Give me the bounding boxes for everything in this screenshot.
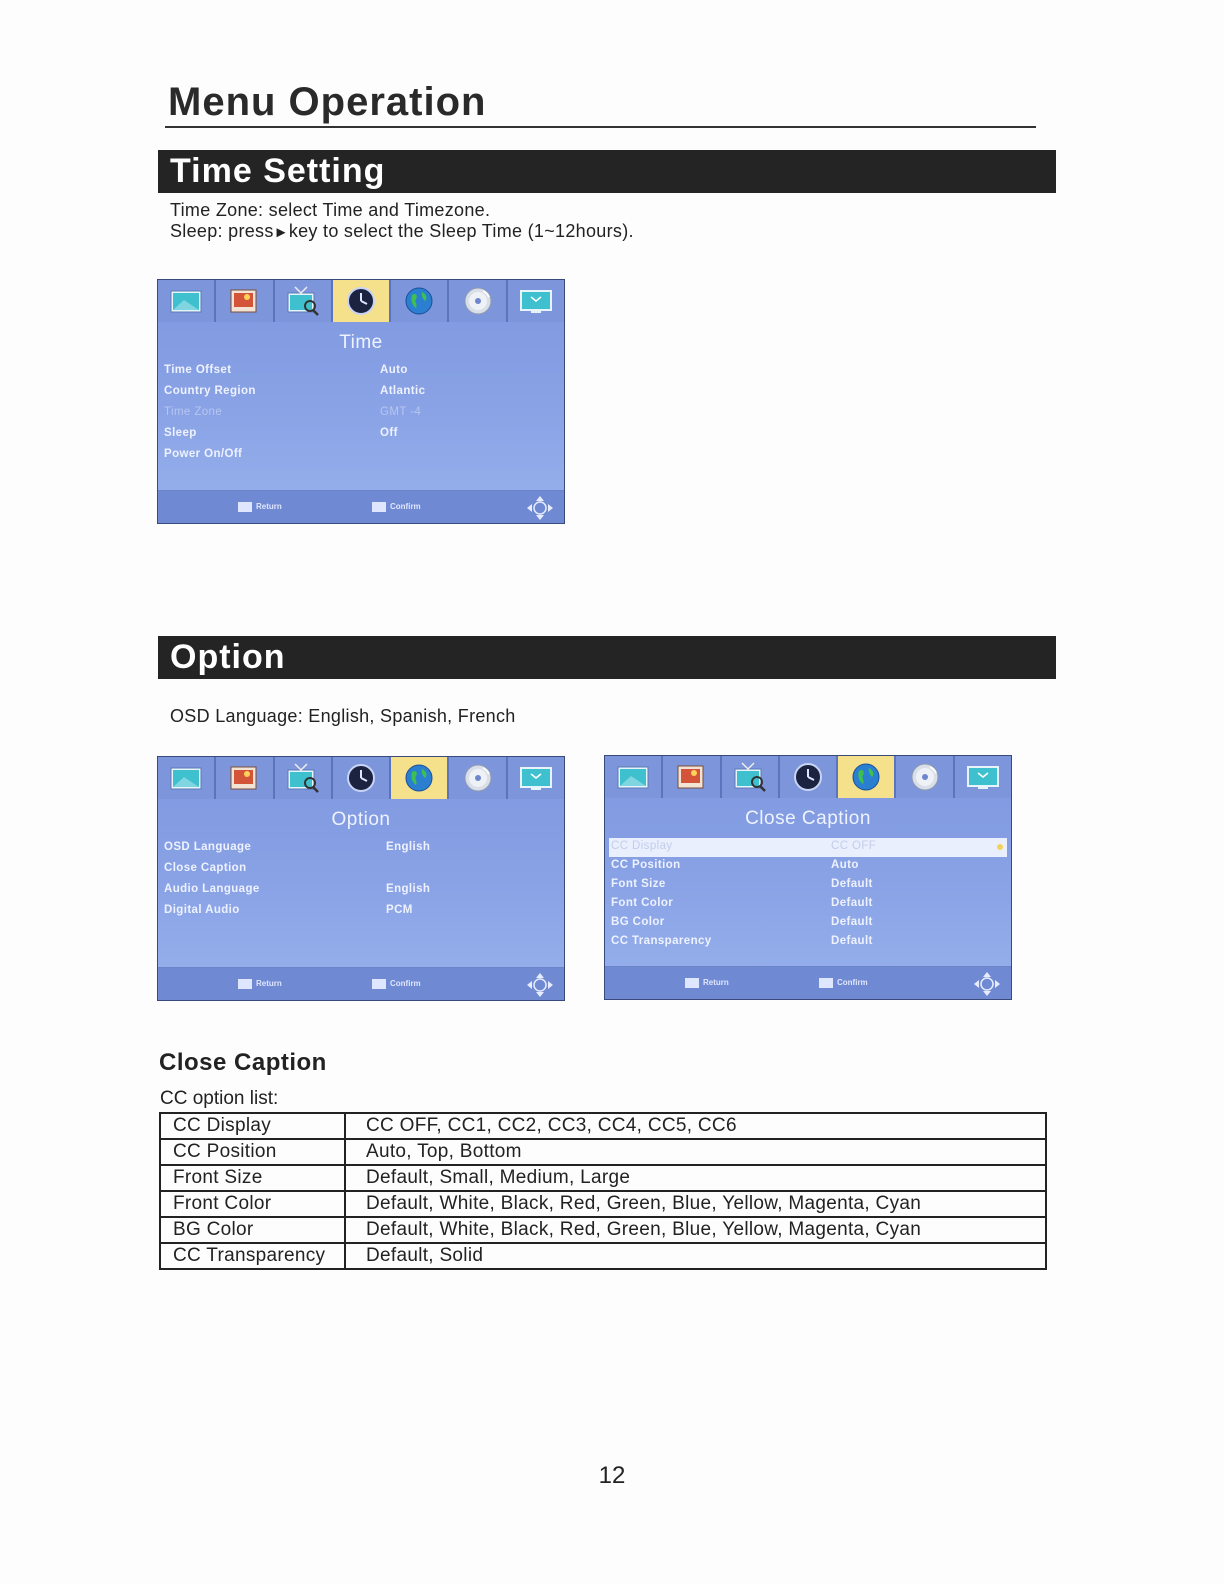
osd-row-label: Font Color <box>611 897 674 909</box>
cc-option-values: CC OFF, CC1, CC2, CC3, CC4, CC5, CC6 <box>345 1113 1046 1139</box>
time-setting-description <box>170 200 634 243</box>
globe-icon <box>391 757 449 799</box>
cc-option-name: BG Color <box>160 1217 345 1243</box>
osd-row-label: OSD Language <box>164 841 252 853</box>
osd-footer <box>158 490 564 523</box>
tv-channel-icon <box>722 756 780 798</box>
osd-menu-row <box>162 404 560 423</box>
ok-key-icon <box>372 979 386 989</box>
cc-option-name: CC Transparency <box>160 1243 345 1269</box>
tv-channel-icon <box>275 757 333 799</box>
screen-icon <box>508 757 564 799</box>
osd-menu-row <box>609 857 1007 876</box>
photo-icon <box>663 756 721 798</box>
clock-icon <box>780 756 838 798</box>
disc-icon <box>896 756 954 798</box>
osd-return-hint: Return <box>685 978 729 988</box>
osd-menu-row <box>609 914 1007 933</box>
osd-menu-tab-bar <box>158 757 564 799</box>
navigation-arrows-icon <box>526 972 554 1001</box>
osd-menu-tab-bar <box>158 280 564 322</box>
osd-menu-row <box>162 881 560 900</box>
screen-icon <box>508 280 564 322</box>
cc-option-values: Default, Solid <box>345 1243 1046 1269</box>
time-setting-heading: Time Setting <box>158 150 1056 193</box>
table-row <box>160 1217 1046 1243</box>
osd-menu-row <box>162 446 560 465</box>
osd-menu-title: Time <box>339 332 383 353</box>
cc-option-values: Default, Small, Medium, Large <box>345 1165 1046 1191</box>
exit-key-icon <box>238 979 252 989</box>
osd-row-label: Close Caption <box>164 862 247 874</box>
screen-icon <box>955 756 1011 798</box>
cc-option-name: CC Position <box>160 1139 345 1165</box>
osd-return-hint: Return <box>238 502 282 512</box>
osd-language-text: OSD Language: English, Spanish, French <box>170 706 516 726</box>
osd-row-label: CC Position <box>611 859 681 871</box>
osd-row-value: Default <box>831 897 873 909</box>
osd-menu-row <box>162 860 560 879</box>
cc-option-name: Front Color <box>160 1191 345 1217</box>
time-zone-text: Time Zone: select Time and Timezone. <box>170 200 491 220</box>
osd-menu-row <box>609 876 1007 895</box>
option-menu-screenshot <box>157 756 565 1001</box>
option-heading: Option <box>158 636 1056 679</box>
osd-row-value: Atlantic <box>380 385 426 397</box>
osd-row-value: Default <box>831 878 873 890</box>
exit-key-icon <box>685 978 699 988</box>
globe-icon <box>391 280 449 322</box>
cc-option-list-label: CC option list: <box>160 1088 279 1109</box>
osd-confirm-hint: Confirm <box>372 979 421 989</box>
osd-menu-title: Option <box>331 809 391 830</box>
osd-row-label: Power On/Off <box>164 448 243 460</box>
osd-row-label: CC Display <box>611 840 673 852</box>
navigation-arrows-icon <box>526 495 554 524</box>
navigation-arrows-icon <box>973 971 1001 1000</box>
osd-row-value: Default <box>831 935 873 947</box>
osd-menu-row <box>609 933 1007 952</box>
table-row <box>160 1191 1046 1217</box>
play-arrow-icon: ► <box>273 224 289 241</box>
osd-footer <box>158 967 564 1000</box>
exit-key-icon <box>238 502 252 512</box>
osd-menu-row <box>162 839 560 858</box>
table-row <box>160 1165 1046 1191</box>
clock-icon <box>333 757 391 799</box>
picture-icon <box>605 756 663 798</box>
cc-option-values: Auto, Top, Bottom <box>345 1139 1046 1165</box>
osd-row-value: English <box>386 841 431 853</box>
osd-row-value: Auto <box>380 364 408 376</box>
tv-channel-icon <box>275 280 333 322</box>
osd-row-value: CC OFF <box>831 840 877 852</box>
picture-icon <box>158 280 216 322</box>
osd-row-value: Off <box>380 427 398 439</box>
osd-row-label: BG Color <box>611 916 665 928</box>
osd-row-value: Auto <box>831 859 859 871</box>
time-menu-screenshot <box>157 279 565 524</box>
osd-row-value: PCM <box>386 904 413 916</box>
osd-menu-row <box>609 895 1007 914</box>
table-row <box>160 1113 1046 1139</box>
osd-confirm-hint: Confirm <box>372 502 421 512</box>
title-rule <box>165 126 1036 128</box>
clock-icon <box>333 280 391 322</box>
table-row <box>160 1139 1046 1165</box>
osd-row-label: Font Size <box>611 878 666 890</box>
osd-row-label: Digital Audio <box>164 904 240 916</box>
osd-row-label: Sleep <box>164 427 197 439</box>
osd-menu-row <box>162 383 560 402</box>
osd-row-value: Default <box>831 916 873 928</box>
disc-icon <box>449 757 507 799</box>
osd-row-value: GMT -4 <box>380 406 422 418</box>
osd-menu-row <box>162 425 560 444</box>
osd-menu-title: Close Caption <box>745 808 871 829</box>
osd-row-value: English <box>386 883 431 895</box>
selection-dot-icon <box>997 844 1003 850</box>
osd-row-label: CC Transparency <box>611 935 712 947</box>
osd-row-label: Time Offset <box>164 364 232 376</box>
cc-option-name: Front Size <box>160 1165 345 1191</box>
osd-menu-row <box>609 838 1007 857</box>
ok-key-icon <box>372 502 386 512</box>
osd-menu-row <box>162 362 560 381</box>
table-row <box>160 1243 1046 1269</box>
picture-icon <box>158 757 216 799</box>
osd-row-label: Country Region <box>164 385 256 397</box>
osd-confirm-hint: Confirm <box>819 978 868 988</box>
page-number: 12 <box>598 1462 626 1489</box>
disc-icon <box>449 280 507 322</box>
page-title: Menu Operation <box>168 80 487 124</box>
cc-option-table <box>159 1112 1047 1270</box>
close-caption-heading: Close Caption <box>159 1049 327 1076</box>
sleep-text: Sleep: press►key to select the Sleep Time (1~12hours). <box>170 221 634 241</box>
cc-option-values: Default, White, Black, Red, Green, Blue, Yellow, Magenta, Cyan <box>345 1191 1046 1217</box>
globe-icon <box>838 756 896 798</box>
photo-icon <box>216 280 274 322</box>
osd-footer <box>605 966 1011 999</box>
close-caption-menu-screenshot <box>604 755 1012 1000</box>
osd-menu-tab-bar <box>605 756 1011 798</box>
osd-row-label: Time Zone <box>164 406 223 418</box>
osd-menu-row <box>162 902 560 921</box>
cc-option-values: Default, White, Black, Red, Green, Blue, Yellow, Magenta, Cyan <box>345 1217 1046 1243</box>
osd-return-hint: Return <box>238 979 282 989</box>
osd-row-label: Audio Language <box>164 883 260 895</box>
ok-key-icon <box>819 978 833 988</box>
photo-icon <box>216 757 274 799</box>
cc-option-name: CC Display <box>160 1113 345 1139</box>
